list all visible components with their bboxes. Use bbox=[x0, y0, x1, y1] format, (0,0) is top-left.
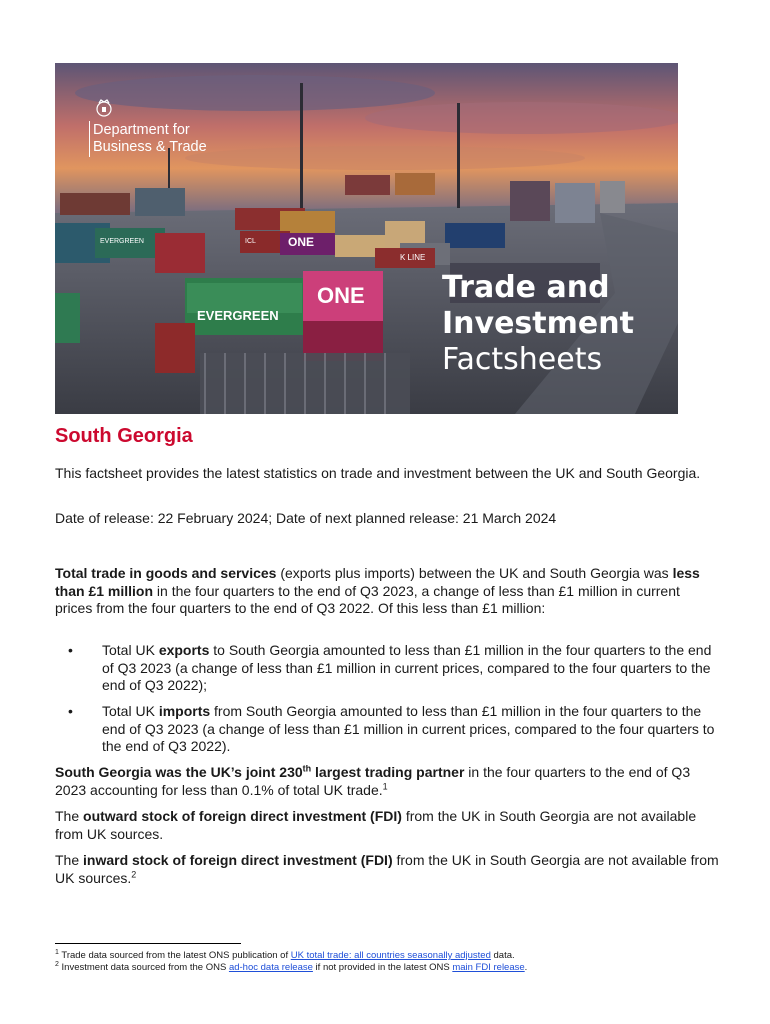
cover-title-line-3: Factsheets bbox=[442, 342, 603, 377]
outward-post: from the UK in South Georgia are not available from UK sources. bbox=[55, 808, 697, 842]
ranking-paragraph bbox=[55, 764, 720, 799]
page-title: South Georgia bbox=[55, 425, 193, 447]
container-label-one: ONE bbox=[317, 283, 365, 308]
footnote-divider bbox=[55, 943, 241, 944]
footnote-2 bbox=[55, 962, 527, 974]
container-label-evergreen: EVERGREEN bbox=[197, 308, 279, 323]
bullet-text bbox=[102, 703, 720, 756]
adhoc-data-release-link[interactable]: ad-hoc data release bbox=[228, 962, 313, 973]
rank-text: in the four quarters to the end of Q3 2023 accounting for less than 0.1% of total UK trade. bbox=[55, 764, 691, 798]
footnote-1 bbox=[55, 950, 515, 962]
uk-total-trade-link[interactable]: UK total trade: all countries seasonally adjusted bbox=[290, 950, 491, 961]
footnote-text-mid: if not provided in the latest ONS bbox=[312, 962, 453, 973]
container-label-one-small: ONE bbox=[288, 235, 315, 249]
bullet-bold: exports bbox=[158, 642, 210, 658]
bullet-pre: Total UK bbox=[102, 703, 159, 719]
bullet-bold: imports bbox=[158, 703, 211, 719]
cover-image bbox=[55, 63, 678, 414]
inward-fdi-paragraph bbox=[55, 852, 720, 887]
cover-title-line-1: Trade and bbox=[442, 270, 610, 305]
footnote-text-end: data. bbox=[490, 950, 515, 961]
total-trade-value: less than £1 million bbox=[55, 565, 700, 599]
total-trade-label: Total trade in goods and services bbox=[55, 565, 277, 581]
footnote-number: 1 bbox=[55, 948, 59, 956]
outward-fdi-paragraph bbox=[55, 808, 720, 843]
bullet-post: to South Georgia amounted to less than £1 million in the four quarters to the end of Q3 2023 (a change of less than £1 million in current prices, compared to the four quarters to the end of Q3 2022); bbox=[102, 642, 712, 693]
release-dates: Date of release: 22 February 2024; Date of next planned release: 21 March 2024 bbox=[55, 510, 557, 526]
footnote-text: Investment data sourced from the ONS bbox=[58, 962, 229, 973]
cover-title bbox=[442, 270, 634, 378]
footnote-ref-1[interactable]: 1 bbox=[382, 780, 388, 791]
bullet-text bbox=[102, 642, 720, 695]
rank-ordinal: th bbox=[302, 763, 312, 774]
container-label-icl: ICL bbox=[245, 238, 256, 245]
logo-line-2: Business & Trade bbox=[93, 139, 207, 155]
logo-divider bbox=[89, 121, 90, 157]
total-trade-paragraph bbox=[55, 565, 720, 618]
inward-fdi-label: inward stock of foreign direct investment (FDI) bbox=[83, 852, 393, 868]
cover-title-line-2: Investment bbox=[442, 306, 634, 341]
bullet-dot: • bbox=[68, 642, 73, 658]
bullet-post: from South Georgia amounted to less than £1 million in the four quarters to the end of Q3 2023 (a change of less than £1 million in current prices, compared to the four quarters to the end of Q3 2022). bbox=[102, 703, 715, 754]
rank-label-2: largest trading partner bbox=[311, 764, 465, 780]
inward-post: from the UK in South Georgia are not available from UK sources. bbox=[55, 852, 719, 886]
inward-pre: The bbox=[55, 852, 84, 868]
footnote-text-end: . bbox=[524, 962, 528, 973]
total-trade-text-1: (exports plus imports) between the UK and South Georgia was bbox=[276, 565, 673, 581]
container-label-evergreen-small: EVERGREEN bbox=[100, 238, 144, 245]
footnote-number: 2 bbox=[55, 960, 59, 968]
container-label-kline: K LINE bbox=[400, 253, 426, 262]
bullet-pre: Total UK bbox=[102, 642, 159, 658]
royal-crest-icon bbox=[93, 97, 115, 119]
outward-pre: The bbox=[55, 808, 84, 824]
outward-fdi-label: outward stock of foreign direct investment (FDI) bbox=[83, 808, 402, 824]
footnote-text: Trade data sourced from the latest ONS publication of bbox=[58, 950, 291, 961]
intro-paragraph: This factsheet provides the latest statistics on trade and investment between the UK and South Georgia. bbox=[55, 465, 701, 481]
rank-label: South Georgia was the UK’s joint 230 bbox=[55, 764, 303, 780]
bullet-dot: • bbox=[68, 703, 73, 719]
footnote-ref-2[interactable]: 2 bbox=[131, 868, 137, 879]
main-fdi-release-link[interactable]: main FDI release bbox=[452, 962, 525, 973]
total-trade-text-2: in the four quarters to the end of Q3 2023, a change of less than £1 million in current prices from the four quarters to the end of Q3 2022. Of this less than £1 million: bbox=[55, 582, 680, 616]
logo-line-1: Department for bbox=[93, 122, 190, 138]
